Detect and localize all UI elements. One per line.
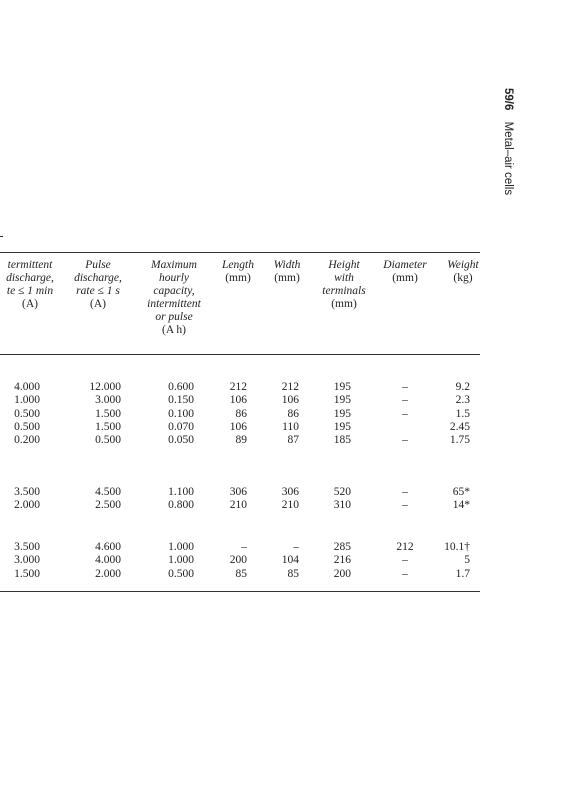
table-cell: 195 xyxy=(333,420,351,433)
page-number: 59/6 xyxy=(502,88,514,111)
table-cell: 106 xyxy=(229,394,247,407)
table-cell: – xyxy=(402,394,408,407)
column-header-line: te ≤ 1 min xyxy=(6,285,54,297)
column-unit: (mm) xyxy=(274,272,300,284)
table-cell: 0.150 xyxy=(168,394,194,407)
table-cell: 87 xyxy=(287,434,299,447)
table-cell: 2.000 xyxy=(95,567,121,580)
column-header-line: Width xyxy=(273,259,301,271)
column-header-line: Pulse xyxy=(85,259,111,271)
table-cell: 2.000 xyxy=(14,499,40,512)
table-cell: 212 xyxy=(229,381,247,393)
table-cell: – xyxy=(402,381,408,393)
table-cell: 86 xyxy=(235,407,247,420)
table-cell: 3.000 xyxy=(95,394,121,407)
table-cell: – xyxy=(241,541,247,553)
table-cell: 0.800 xyxy=(168,499,194,512)
table-cell: 195 xyxy=(333,381,351,393)
table-cell: 195 xyxy=(333,394,351,407)
table-bottom-rule xyxy=(0,591,480,592)
table-cell: 210 xyxy=(229,499,247,512)
table-cell: 3.500 xyxy=(14,486,40,498)
table-cell: 10.1† xyxy=(444,541,470,553)
table-cell: 12.000 xyxy=(89,381,121,393)
table-cell: 9.2 xyxy=(455,381,470,393)
column-header-line: Height xyxy=(328,259,360,271)
table-cell: 200 xyxy=(229,554,247,567)
table-cell: 1.7 xyxy=(455,567,470,580)
column-unit: (mm) xyxy=(331,298,357,310)
running-header xyxy=(502,88,514,195)
table-cell: 4.600 xyxy=(95,541,121,553)
table-cell: 0.500 xyxy=(168,567,194,580)
table-cell: 0.100 xyxy=(168,407,194,420)
table-cell: 306 xyxy=(281,486,299,498)
column-header-line: or pulse xyxy=(155,311,193,323)
table-cell: – xyxy=(402,554,408,567)
column-header-line: termittent xyxy=(7,259,53,271)
table-cell: 1.5 xyxy=(455,407,470,420)
table-cell: – xyxy=(402,499,408,512)
table-cell: 3.000 xyxy=(14,554,40,567)
column-header-line: discharge, xyxy=(6,272,54,284)
table-cell: 200 xyxy=(333,567,351,580)
table-cell: 106 xyxy=(281,394,299,407)
column-header-line: hourly xyxy=(158,272,190,284)
table-cell: – xyxy=(402,567,408,580)
table-cell: 212 xyxy=(281,381,299,393)
table-cell: 1.500 xyxy=(95,420,121,433)
column-unit: (mm) xyxy=(392,272,418,284)
column-header-line: with xyxy=(334,272,354,284)
table-cell: 85 xyxy=(287,567,299,580)
column-header xyxy=(413,259,513,285)
column-header-line: discharge, xyxy=(74,272,122,284)
table-cell: – xyxy=(402,434,408,447)
table-cell: 210 xyxy=(281,499,299,512)
table-cell: 0.600 xyxy=(168,381,194,393)
table-cell: 310 xyxy=(333,499,351,512)
table-cell: – xyxy=(402,486,408,498)
column-unit: (A h) xyxy=(162,324,186,336)
table-cell: – xyxy=(293,541,299,553)
table-cell: 0.070 xyxy=(168,420,194,433)
column-header-line: Maximum xyxy=(151,259,197,271)
table-cell: 5 xyxy=(464,554,470,567)
table-cell: 14* xyxy=(452,499,470,512)
table-cell: 104 xyxy=(281,554,299,567)
table-cell: 1.75 xyxy=(449,434,470,447)
table-cell: 4.000 xyxy=(95,554,121,567)
table-header-rule xyxy=(0,354,480,355)
table-cell: 2.45 xyxy=(449,420,470,433)
column-unit: (mm) xyxy=(225,272,251,284)
table-cell: 520 xyxy=(333,486,351,498)
column-header-line: intermittent xyxy=(147,298,201,310)
table-cell: 306 xyxy=(229,486,247,498)
margin-tick xyxy=(0,236,3,237)
column-unit: (kg) xyxy=(453,272,473,284)
column-unit: (A) xyxy=(90,298,106,310)
table-cell: 106 xyxy=(229,420,247,433)
table-cell: 1.500 xyxy=(95,407,121,420)
column-unit: (A) xyxy=(22,298,38,310)
column-header-line: terminals xyxy=(322,285,366,297)
table-cell: 4.000 xyxy=(14,381,40,393)
table-cell: 0.500 xyxy=(14,407,40,420)
table-cell: 85 xyxy=(235,567,247,580)
table-cell: 1.000 xyxy=(168,554,194,567)
table-cell: 65* xyxy=(452,486,470,498)
table-cell: 1.500 xyxy=(14,567,40,580)
table-cell: 1.100 xyxy=(168,486,194,498)
table-cell: 0.200 xyxy=(14,434,40,447)
column-header-line: Length xyxy=(222,259,254,271)
column-header-line: Diameter xyxy=(383,259,427,271)
table-cell: – xyxy=(402,407,408,420)
table-cell: 89 xyxy=(235,434,247,447)
table-cell: 1.000 xyxy=(14,394,40,407)
table-top-rule xyxy=(0,252,480,253)
table-cell: 2.500 xyxy=(95,499,121,512)
table-cell: 4.500 xyxy=(95,486,121,498)
table-cell: 216 xyxy=(333,554,351,567)
table-cell: 0.500 xyxy=(95,434,121,447)
table-cell: 0.050 xyxy=(168,434,194,447)
table-cell: 2.3 xyxy=(455,394,470,407)
table-cell: 110 xyxy=(282,420,299,433)
column-header-line: capacity, xyxy=(153,285,195,297)
table-cell: 86 xyxy=(287,407,299,420)
chapter-title: Metal–air cells xyxy=(502,121,514,196)
table-cell: 195 xyxy=(333,407,351,420)
column-header-line: Weight xyxy=(447,259,479,271)
table-cell: 185 xyxy=(333,434,351,447)
table-cell: 3.500 xyxy=(14,541,40,553)
table-cell: 0.500 xyxy=(14,420,40,433)
table-cell: 1.000 xyxy=(168,541,194,553)
table-cell: 212 xyxy=(396,541,414,553)
column-header-line: rate ≤ 1 s xyxy=(76,285,120,297)
table-cell: 285 xyxy=(333,541,351,553)
